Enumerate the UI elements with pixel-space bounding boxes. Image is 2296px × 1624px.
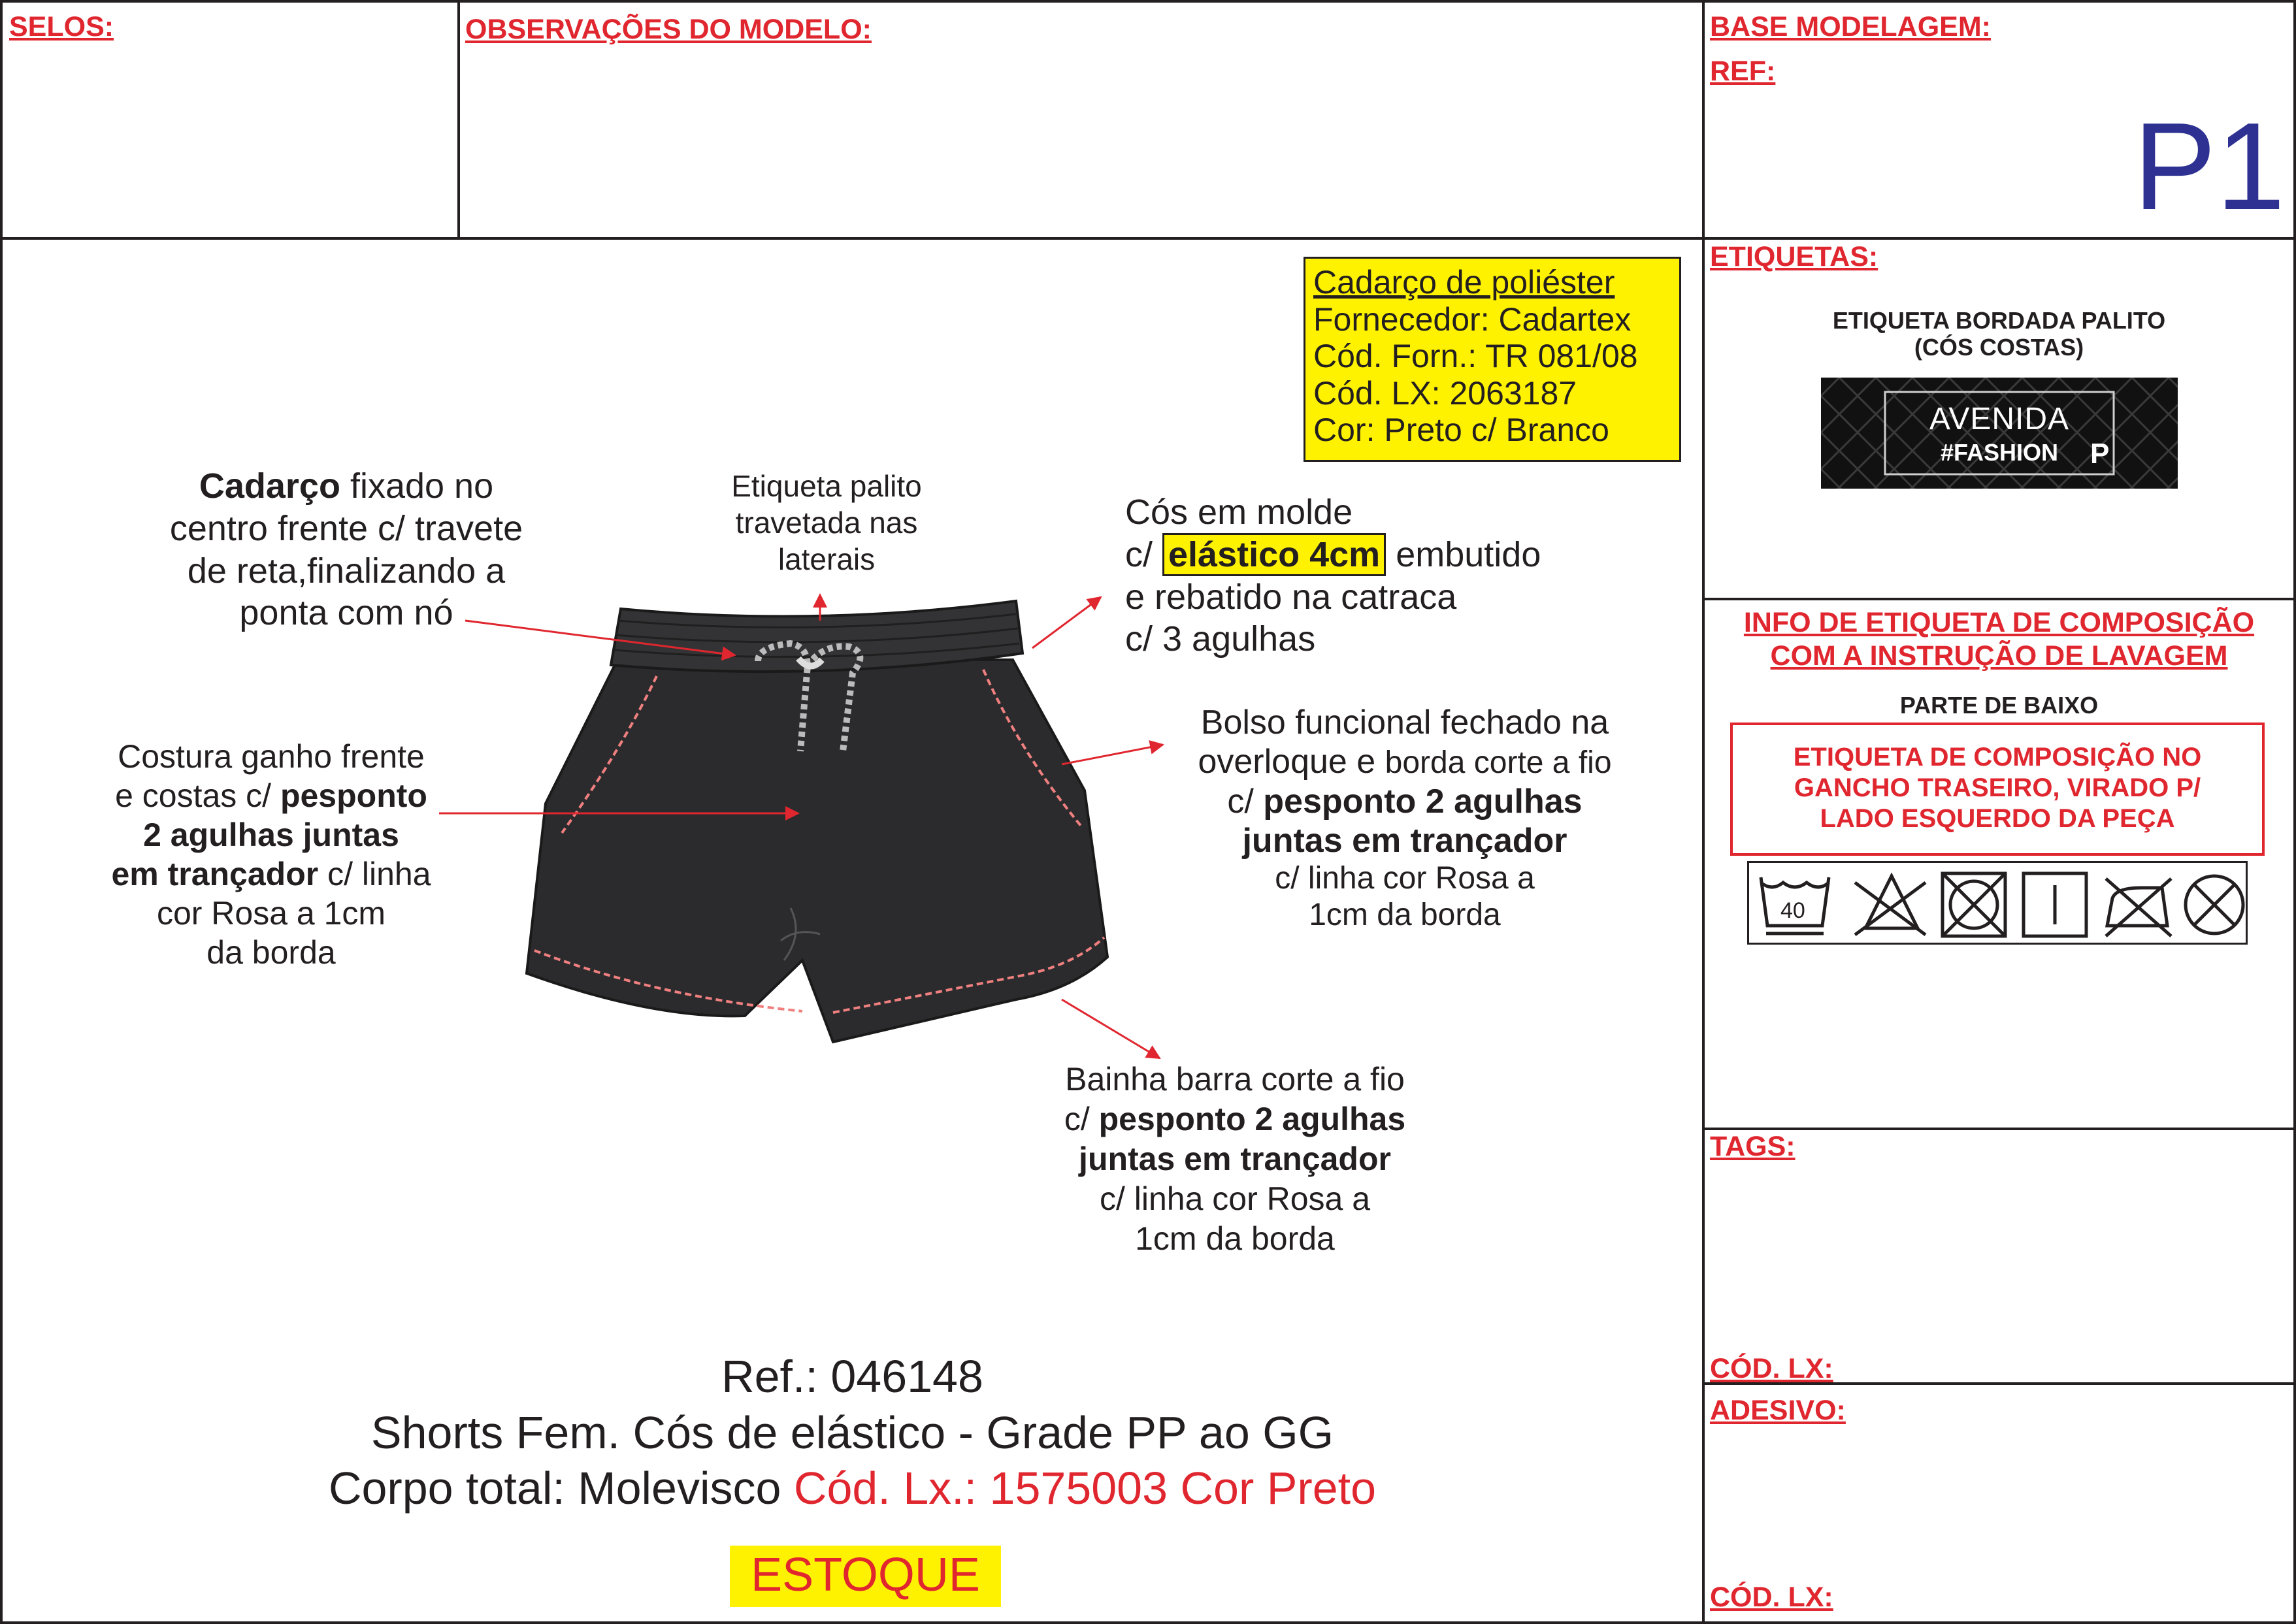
callout-etiqueta-l3: laterais — [778, 542, 876, 577]
cod-lx-label-tags: CÓD. LX: — [1710, 1353, 1833, 1384]
callout-cos-l3: e rebatido na catraca — [1125, 577, 1457, 617]
wash-temp-label: 40 — [1780, 898, 1805, 923]
etiqueta-title-line-2: (CÓS COSTAS) — [1914, 334, 2084, 361]
estoque-label: ESTOQUE — [751, 1549, 980, 1601]
callout-bolso-l3-pre: c/ — [1227, 782, 1264, 820]
callout-costura-l1: Costura ganho frente — [118, 738, 425, 775]
callout-cadarco-l4: ponta com nó — [239, 593, 453, 633]
footer-corpo — [0, 1463, 1705, 1514]
no-dry-clean-icon — [2186, 876, 2243, 934]
callout-bainha — [1019, 1060, 1451, 1259]
callout-etiqueta-l1: Etiqueta palito — [731, 469, 922, 503]
callout-costura-l2-bold: pesponto — [280, 777, 427, 814]
callout-cadarco-l2: centro frente c/ travete — [169, 508, 523, 548]
callout-bolso-l5: c/ linha cor Rosa a — [1275, 861, 1535, 896]
callout-cadarco — [118, 465, 575, 634]
tags-box — [1702, 1128, 2296, 1385]
callout-bolso — [1150, 703, 1660, 934]
callout-cos-highlight: elástico 4cm — [1162, 533, 1386, 576]
selos-label: SELOS: — [9, 11, 114, 42]
etiqueta-title — [1702, 307, 2296, 361]
callout-bainha-l2-pre: c/ — [1064, 1101, 1099, 1137]
callout-cos-l2-pre: c/ — [1125, 534, 1163, 574]
callout-cadarco-bold: Cadarço — [199, 466, 340, 506]
no-bleach-icon — [1855, 876, 1926, 935]
ref-label: REF: — [1710, 56, 1776, 87]
composicao-instruction-line-2: GANCHO TRASEIRO, VIRADO P/ — [1794, 773, 2201, 803]
composicao-title-line-1: INFO DE ETIQUETA DE COMPOSIÇÃO — [1743, 607, 2255, 638]
parte-de-baixo: PARTE DE BAIXO — [1899, 692, 2099, 719]
callout-costura — [85, 737, 457, 972]
supplier-title: Cadarço de poliéster — [1313, 264, 1615, 300]
callout-cadarco-l1: fixado no — [340, 466, 494, 506]
no-iron-icon — [2106, 879, 2171, 936]
cod-lx-label-adesivo: CÓD. LX: — [1710, 1582, 1833, 1613]
callout-cos — [1125, 491, 1541, 660]
composicao-title — [1702, 606, 2296, 672]
callout-costura-l4-rest: c/ linha — [318, 856, 431, 892]
composicao-instruction-line-1: ETIQUETA DE COMPOSIÇÃO NO — [1793, 743, 2202, 771]
callout-bolso-l4: juntas em trançador — [1242, 821, 1567, 860]
callout-etiqueta-palito — [666, 468, 987, 577]
footer-corpo-prefix: Corpo total: Molevisco — [328, 1463, 794, 1514]
callout-cos-l4: c/ 3 agulhas — [1125, 619, 1316, 659]
footer-description: Shorts Fem. Cós de elástico - Grade PP ao GG — [370, 1407, 1334, 1458]
supplier-info — [1313, 264, 1638, 449]
no-tumble-dry-icon — [1943, 873, 2005, 936]
callout-costura-l6: da borda — [206, 934, 336, 971]
callout-bolso-l2-b: borda corte a fio — [1385, 745, 1612, 781]
callout-costura-l3: 2 agulhas juntas — [143, 817, 399, 853]
etiquetas-label: ETIQUETAS: — [1710, 241, 1878, 272]
callout-bainha-l2-bold: pesponto 2 agulhas — [1098, 1101, 1406, 1137]
tags-label: TAGS: — [1710, 1131, 1796, 1162]
wash-40-icon — [1761, 877, 1829, 934]
callout-bolso-l1: Bolso funcional fechado na — [1200, 704, 1609, 741]
composicao-title-line-2: COM A INSTRUÇÃO DE LAVAGEM — [1770, 640, 2228, 672]
callout-bainha-l5: 1cm da borda — [1135, 1220, 1335, 1257]
composicao-instruction-line-3: LADO ESQUERDO DA PEÇA — [1820, 804, 2175, 834]
observacoes-label: OBSERVAÇÕES DO MODELO: — [465, 14, 872, 45]
footer-corpo-code: Cód. Lx.: 1575003 Cor Preto — [793, 1463, 1377, 1514]
footer-ref: Ref.: 046148 — [721, 1351, 983, 1402]
brand-size: P — [2090, 438, 2110, 470]
etiqueta-title-line-1: ETIQUETA BORDADA PALITO — [1832, 307, 2166, 334]
brand-tag: #FASHION — [1940, 439, 2059, 466]
callout-bainha-l3: juntas em trançador — [1079, 1141, 1391, 1177]
line-dry-icon — [2024, 873, 2086, 936]
adesivo-label: ADESIVO: — [1710, 1395, 1846, 1426]
wash-care-symbols — [1747, 861, 2248, 945]
supplier-cor: Cor: Preto c/ Branco — [1313, 412, 1609, 448]
callout-etiqueta-l2: travetada nas — [735, 506, 918, 540]
callout-costura-l4-bold: em trançador — [111, 856, 319, 892]
brand-name: AVENIDA — [1929, 402, 2070, 436]
supplier-cod-lx: Cód. LX: 2063187 — [1313, 374, 1577, 412]
supplier-cod-forn: Cód. Forn.: TR 081/08 — [1313, 338, 1638, 374]
callout-bainha-l1: Bainha barra corte a fio — [1065, 1061, 1405, 1097]
callout-cos-l2-post: embutido — [1386, 534, 1541, 574]
composicao-instruction — [1730, 742, 2265, 835]
callout-costura-l5: cor Rosa a 1cm — [156, 895, 386, 932]
callout-bainha-l4: c/ linha cor Rosa a — [1099, 1180, 1371, 1217]
callout-cos-l1: Cós em molde — [1125, 493, 1353, 532]
callout-costura-l2-pre: e costas c/ — [115, 777, 280, 814]
size-code: P1 — [2133, 97, 2286, 236]
callout-bolso-l6: 1cm da borda — [1309, 897, 1501, 932]
callout-bolso-l2-a: overloque e — [1198, 743, 1385, 781]
supplier-fornecedor: Fornecedor: Cadartex — [1313, 300, 1632, 338]
brand-label — [1821, 378, 2178, 489]
callout-bolso-l3-bold: pesponto 2 agulhas — [1263, 782, 1583, 820]
base-modelagem-label: BASE MODELAGEM: — [1710, 11, 1991, 42]
callout-cadarco-l3: de reta,finalizando a — [187, 551, 506, 591]
